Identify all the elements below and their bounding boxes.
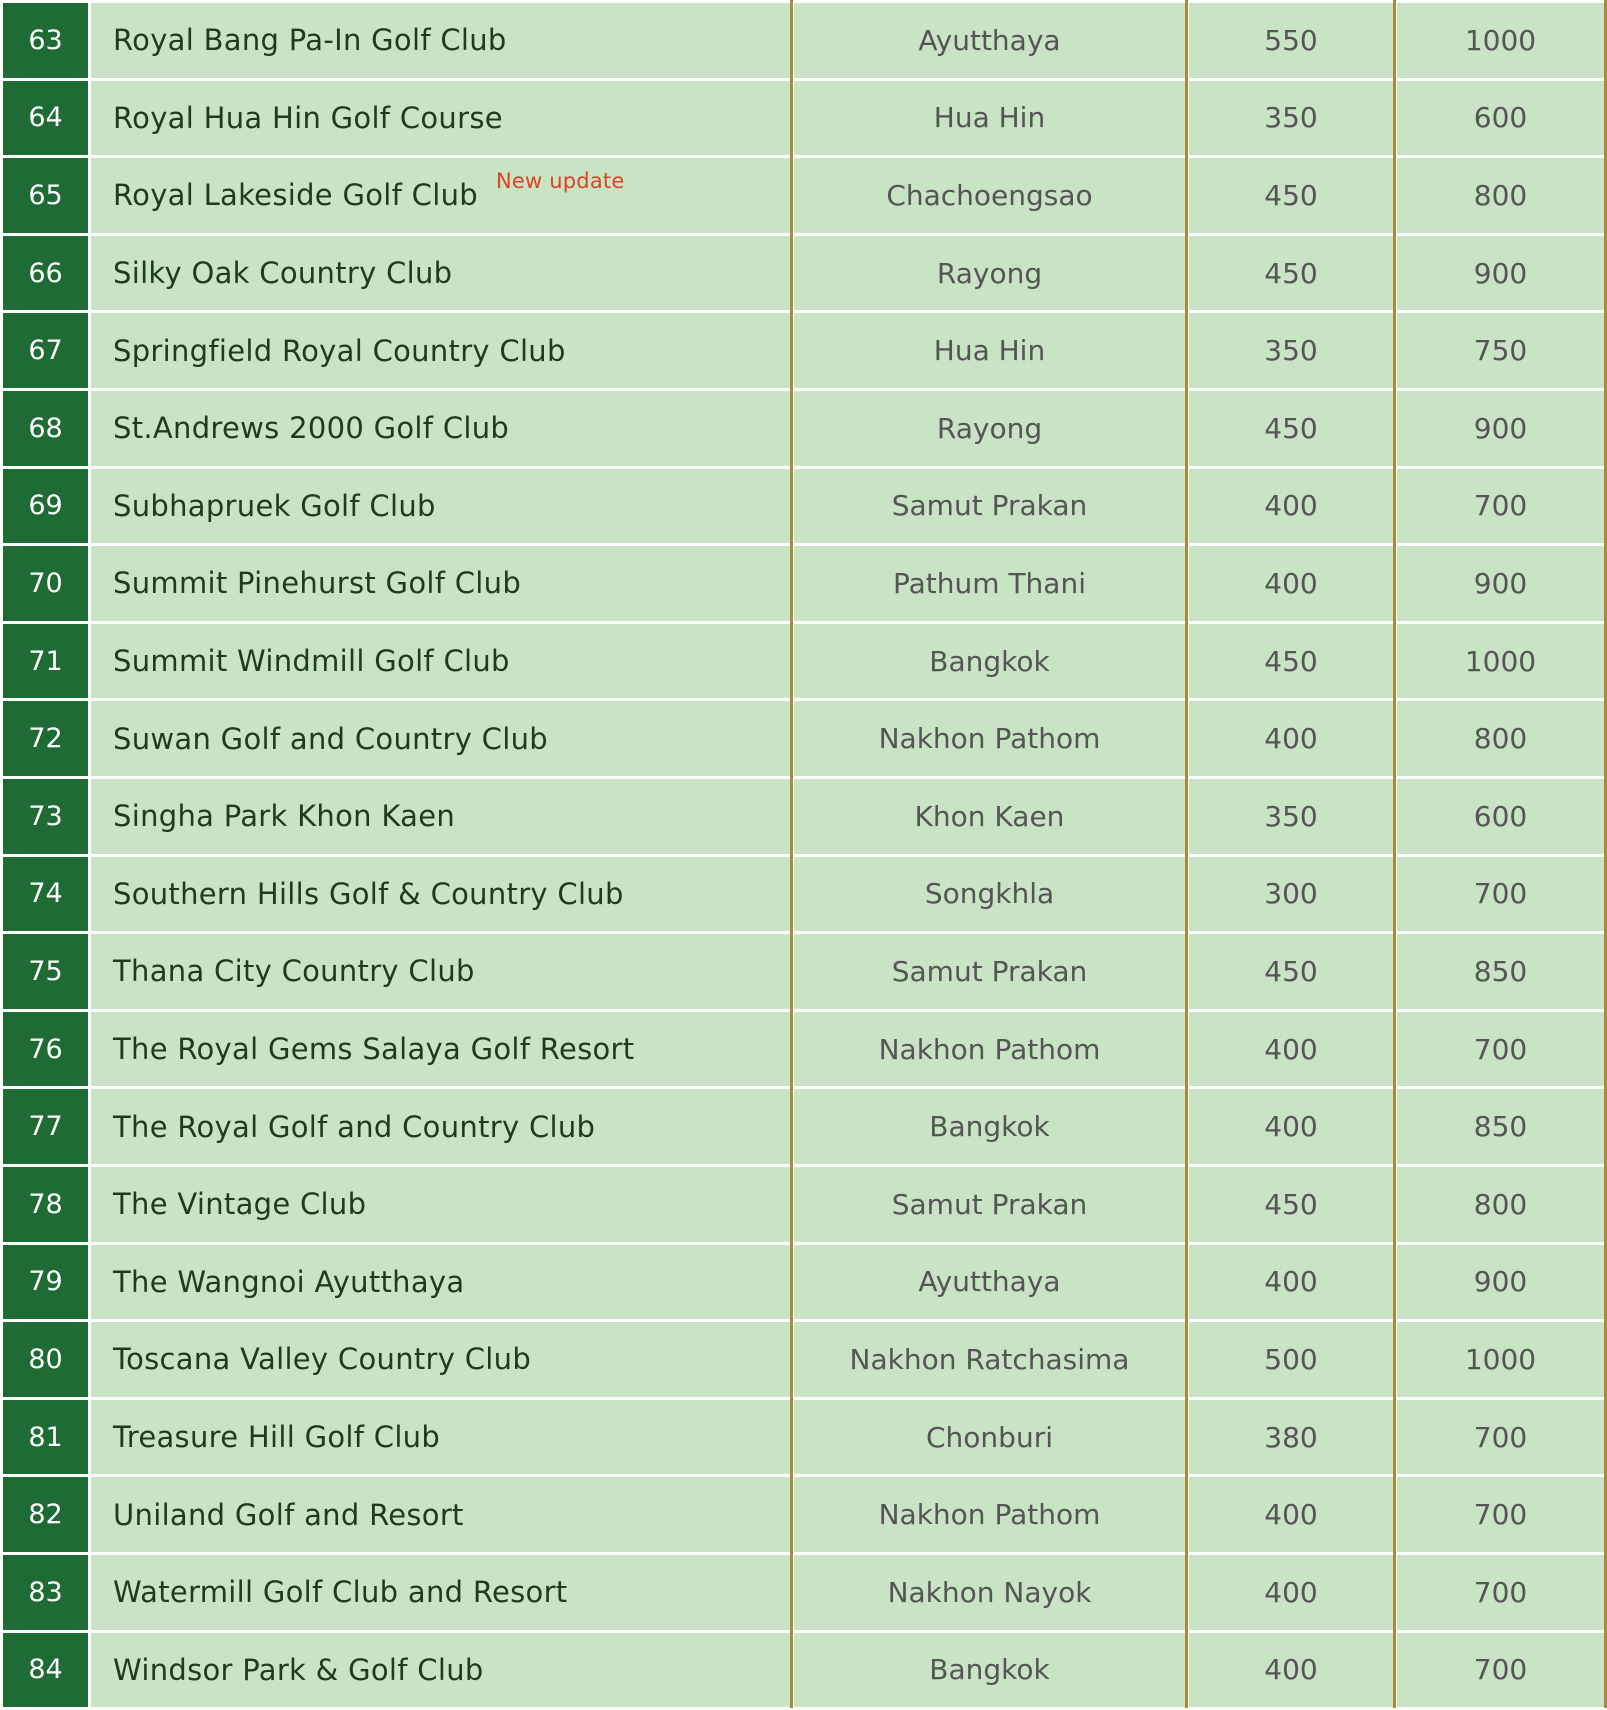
course-name-cell <box>91 81 790 156</box>
course-name: The Royal Gems Salaya Golf Resort <box>113 1032 635 1067</box>
province: Chachoengsao <box>794 158 1185 233</box>
course-name-cell <box>91 3 790 78</box>
course-name: Thana City Country Club <box>113 954 475 989</box>
price-column-2: 700 <box>1397 1477 1604 1552</box>
price-column-2: 700 <box>1397 1555 1604 1630</box>
province: Nakhon Pathom <box>794 1477 1185 1552</box>
course-name-cell <box>91 779 790 854</box>
course-name-cell <box>91 1167 790 1242</box>
price-column-2: 800 <box>1397 158 1604 233</box>
price-column-2: 900 <box>1397 546 1604 621</box>
course-name-cell <box>91 857 790 932</box>
price-column-1: 400 <box>1189 546 1393 621</box>
row-number: 68 <box>3 391 88 466</box>
course-name: Summit Windmill Golf Club <box>113 644 510 679</box>
price-column-1: 400 <box>1189 469 1393 544</box>
course-name: Summit Pinehurst Golf Club <box>113 566 522 601</box>
course-name: Suwan Golf and Country Club <box>113 721 548 756</box>
table-row <box>0 701 1607 779</box>
price-column-1: 400 <box>1189 1477 1393 1552</box>
price-column-1: 450 <box>1189 236 1393 311</box>
course-name-cell <box>91 1089 790 1164</box>
table-row <box>0 857 1607 935</box>
row-number: 63 <box>3 3 88 78</box>
price-column-1: 450 <box>1189 158 1393 233</box>
table-row <box>0 469 1607 547</box>
row-number: 80 <box>3 1322 88 1397</box>
row-number: 84 <box>3 1633 88 1708</box>
course-name-cell <box>91 624 790 699</box>
course-name: Treasure Hill Golf Club <box>113 1420 441 1455</box>
price-column-2: 600 <box>1397 81 1604 156</box>
province: Bangkok <box>794 1633 1185 1708</box>
table-row <box>0 1245 1607 1323</box>
price-column-2: 850 <box>1397 934 1604 1009</box>
table-row <box>0 81 1607 159</box>
course-name-cell <box>91 313 790 388</box>
province: Ayutthaya <box>794 1245 1185 1320</box>
province: Bangkok <box>794 1089 1185 1164</box>
row-number: 79 <box>3 1245 88 1320</box>
course-name-cell <box>91 1400 790 1475</box>
course-name: The Wangnoi Ayutthaya <box>113 1264 465 1299</box>
table-row <box>0 1477 1607 1555</box>
course-name: Windsor Park & Golf Club <box>113 1652 484 1687</box>
row-number: 74 <box>3 857 88 932</box>
price-column-2: 900 <box>1397 1245 1604 1320</box>
price-column-1: 450 <box>1189 934 1393 1009</box>
table-row <box>0 624 1607 702</box>
row-number: 71 <box>3 624 88 699</box>
price-column-1: 450 <box>1189 391 1393 466</box>
row-number: 73 <box>3 779 88 854</box>
table-row <box>0 1322 1607 1400</box>
table-row <box>0 779 1607 857</box>
province: Chonburi <box>794 1400 1185 1475</box>
row-number: 69 <box>3 469 88 544</box>
price-column-2: 1000 <box>1397 1322 1604 1397</box>
price-column-2: 700 <box>1397 1633 1604 1708</box>
province: Nakhon Pathom <box>794 701 1185 776</box>
table-row <box>0 1012 1607 1090</box>
price-column-2: 900 <box>1397 236 1604 311</box>
course-name: Subhapruek Golf Club <box>113 488 436 523</box>
row-number: 67 <box>3 313 88 388</box>
price-column-1: 400 <box>1189 1555 1393 1630</box>
price-column-2: 600 <box>1397 779 1604 854</box>
row-number: 78 <box>3 1167 88 1242</box>
table-row <box>0 3 1607 81</box>
price-column-1: 350 <box>1189 313 1393 388</box>
price-column-2: 800 <box>1397 701 1604 776</box>
course-name: Royal Lakeside Golf Club <box>113 178 478 213</box>
row-number: 75 <box>3 934 88 1009</box>
price-column-1: 400 <box>1189 1012 1393 1087</box>
row-number: 70 <box>3 546 88 621</box>
course-name: St.Andrews 2000 Golf Club <box>113 411 510 446</box>
course-name-cell <box>91 934 790 1009</box>
price-column-2: 700 <box>1397 469 1604 544</box>
province: Rayong <box>794 236 1185 311</box>
province: Samut Prakan <box>794 934 1185 1009</box>
course-name: Watermill Golf Club and Resort <box>113 1575 568 1610</box>
course-name: Uniland Golf and Resort <box>113 1497 464 1532</box>
new-update-badge: New update <box>495 169 625 194</box>
province: Songkhla <box>794 857 1185 932</box>
province: Hua Hin <box>794 81 1185 156</box>
course-name-cell <box>91 1633 790 1708</box>
price-column-2: 850 <box>1397 1089 1604 1164</box>
course-name: Royal Hua Hin Golf Course <box>113 100 503 135</box>
price-column-1: 300 <box>1189 857 1393 932</box>
course-name: Singha Park Khon Kaen <box>113 799 456 834</box>
province: Nakhon Nayok <box>794 1555 1185 1630</box>
row-number: 72 <box>3 701 88 776</box>
row-number: 82 <box>3 1477 88 1552</box>
course-name: The Vintage Club <box>113 1187 367 1222</box>
price-column-2: 800 <box>1397 1167 1604 1242</box>
course-name: Toscana Valley Country Club <box>113 1342 532 1377</box>
province: Rayong <box>794 391 1185 466</box>
table-row <box>0 313 1607 391</box>
row-number: 65 <box>3 158 88 233</box>
price-column-1: 380 <box>1189 1400 1393 1475</box>
table-row <box>0 1089 1607 1167</box>
price-column-1: 400 <box>1189 1245 1393 1320</box>
price-column-1: 400 <box>1189 1633 1393 1708</box>
table-row <box>0 1555 1607 1633</box>
course-name-cell <box>91 1245 790 1320</box>
table-row <box>0 1400 1607 1478</box>
province: Nakhon Ratchasima <box>794 1322 1185 1397</box>
price-column-1: 400 <box>1189 701 1393 776</box>
course-name-cell <box>91 1322 790 1397</box>
row-number: 76 <box>3 1012 88 1087</box>
course-name: Royal Bang Pa-In Golf Club <box>113 23 507 58</box>
price-column-2: 900 <box>1397 391 1604 466</box>
column-separator <box>1185 0 1188 1708</box>
price-column-2: 700 <box>1397 1012 1604 1087</box>
course-name-cell <box>91 158 790 233</box>
price-column-2: 750 <box>1397 313 1604 388</box>
table-row <box>0 934 1607 1012</box>
price-column-2: 700 <box>1397 1400 1604 1475</box>
province: Ayutthaya <box>794 3 1185 78</box>
province: Samut Prakan <box>794 1167 1185 1242</box>
price-column-1: 350 <box>1189 81 1393 156</box>
table-row <box>0 391 1607 469</box>
column-separator <box>790 0 793 1708</box>
row-number: 64 <box>3 81 88 156</box>
course-name-cell <box>91 1012 790 1087</box>
price-column-1: 400 <box>1189 1089 1393 1164</box>
course-name-cell <box>91 391 790 466</box>
province: Pathum Thani <box>794 546 1185 621</box>
row-number: 81 <box>3 1400 88 1475</box>
price-column-1: 450 <box>1189 1167 1393 1242</box>
table-row <box>0 236 1607 314</box>
price-column-1: 550 <box>1189 3 1393 78</box>
province: Samut Prakan <box>794 469 1185 544</box>
course-name-cell <box>91 701 790 776</box>
course-name: The Royal Golf and Country Club <box>113 1109 596 1144</box>
table-row <box>0 158 1607 236</box>
table-row <box>0 1633 1607 1710</box>
price-column-1: 350 <box>1189 779 1393 854</box>
course-name: Springfield Royal Country Club <box>113 333 566 368</box>
province: Nakhon Pathom <box>794 1012 1185 1087</box>
province: Bangkok <box>794 624 1185 699</box>
table-row <box>0 1167 1607 1245</box>
course-name: Silky Oak Country Club <box>113 256 453 291</box>
column-separator <box>1393 0 1396 1708</box>
course-name-cell <box>91 469 790 544</box>
province: Hua Hin <box>794 313 1185 388</box>
price-column-1: 500 <box>1189 1322 1393 1397</box>
price-column-2: 700 <box>1397 857 1604 932</box>
course-name-cell <box>91 1555 790 1630</box>
course-name-cell <box>91 546 790 621</box>
table-row <box>0 546 1607 624</box>
course-name-cell <box>91 236 790 311</box>
price-column-2: 1000 <box>1397 624 1604 699</box>
row-number: 83 <box>3 1555 88 1630</box>
province: Khon Kaen <box>794 779 1185 854</box>
row-number: 77 <box>3 1089 88 1164</box>
course-name-cell <box>91 1477 790 1552</box>
price-column-1: 450 <box>1189 624 1393 699</box>
row-number: 66 <box>3 236 88 311</box>
price-column-2: 1000 <box>1397 3 1604 78</box>
course-name: Southern Hills Golf & Country Club <box>113 876 624 911</box>
